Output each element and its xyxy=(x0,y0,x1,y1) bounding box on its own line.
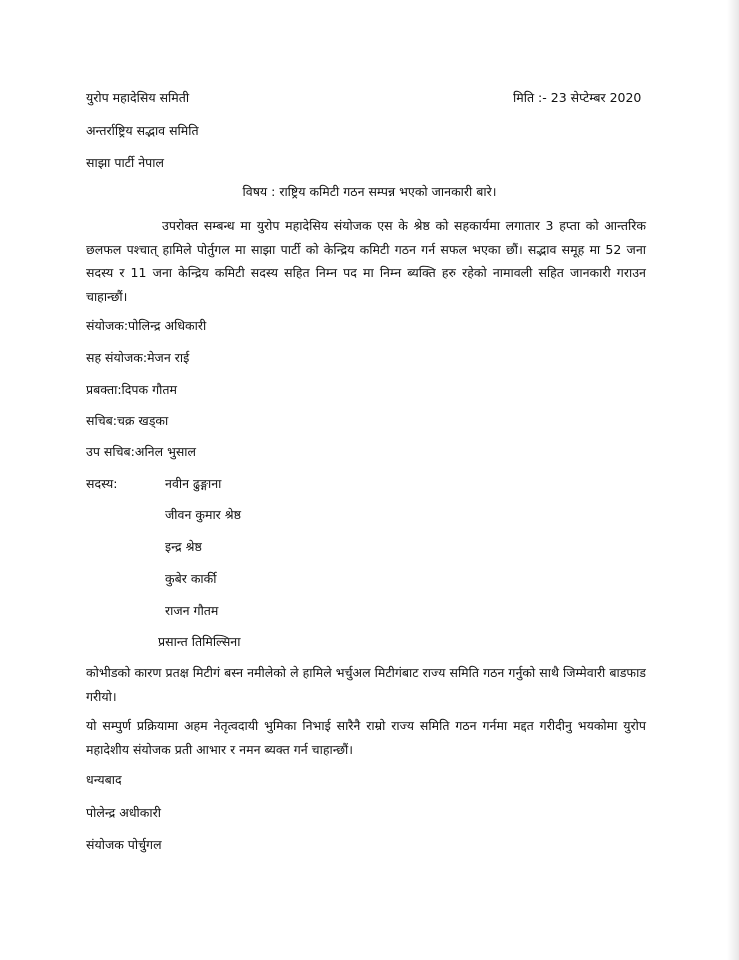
position-coordinator: संयोजक:पोलिन्द्र अधिकारी xyxy=(86,318,207,333)
member-name: प्रसान्त तिमिल्सिना xyxy=(158,634,241,649)
closing-thanks: धन्यबाद xyxy=(86,772,122,787)
signatory-name: पोलेन्द्र अधीकारी xyxy=(86,805,161,820)
letter-date: मिति :- 23 सेप्टेम्बर 2020 xyxy=(513,90,642,105)
member-name: राजन गौतम xyxy=(165,603,219,618)
body-paragraph-2: कोभीडको कारण प्रतक्ष मिटीगं बस्न नमीलेको ले हामिले भर्चुअल मिटीगंबाट राज्य समिति गठन गर्नुको साथै जिम्मेवारी बाडफाड गरीयो। xyxy=(86,665,646,704)
header-party: साझा पार्टी नेपाल xyxy=(86,155,164,170)
page-edge-shadow xyxy=(727,0,739,960)
members-label: सदस्य: xyxy=(86,476,118,491)
body-paragraph-1: उपरोक्त सम्बन्ध मा युरोप महादेसिय संयोजक एस के श्रेष्ठ को सहकार्यमा लगातार 3 हप्ता को आन्तरिक छलफल पश्चात् हामिले पोर्तुगल मा साझा पार्टी को केन्द्रिय कमिटी गठन गर्न सफल भएका छौं। सद्भाव समूह मा 52 जना सदस्य र 11 जना केन्द्रिय कमिटी सदस्य सहित निम्न पद मा निम्न ब्यक्ति हरु रहेको नामावली सहित जानकारी गराउन चाहान्छौं। xyxy=(86,218,646,304)
member-name: इन्द्र श्रेष्ठ xyxy=(165,539,202,554)
position-deputy-secretary: उप सचिब:अनिल भुसाल xyxy=(86,444,197,459)
letter-subject: विषय : राष्ट्रिय कमिटी गठन सम्पन्न भएको जानकारी बारे। xyxy=(242,184,497,199)
member-name: कुबेर कार्की xyxy=(165,571,217,586)
position-co-coordinator: सह संयोजक:मेजन राई xyxy=(86,350,190,365)
signatory-title: संयोजक पोर्चुगल xyxy=(86,837,162,852)
position-spokesperson: प्रबक्ता:दिपक गौतम xyxy=(86,382,177,397)
body-paragraph-3: यो सम्पुर्ण प्रक्रियामा अहम नेतृत्वदायी भुमिका निभाई सारैनै राम्रो राज्य समिति गठन गर्नमा मद्दत गरीदीनु भयकोमा युरोप महादेशीय संयोजक प्रती आभार र नमन ब्यक्त गर्न चाहान्छौं। xyxy=(86,718,646,757)
header-organization: युरोप महादेसिय समिती xyxy=(86,90,190,105)
header-committee: अन्तर्राष्ट्रिय सद्भाव समिति xyxy=(86,123,199,138)
member-name: नवीन ढुङ्गाना xyxy=(165,476,222,491)
position-secretary: सचिब:चक्र खड्का xyxy=(86,413,169,428)
member-name: जीवन कुमार श्रेष्ठ xyxy=(165,507,241,522)
